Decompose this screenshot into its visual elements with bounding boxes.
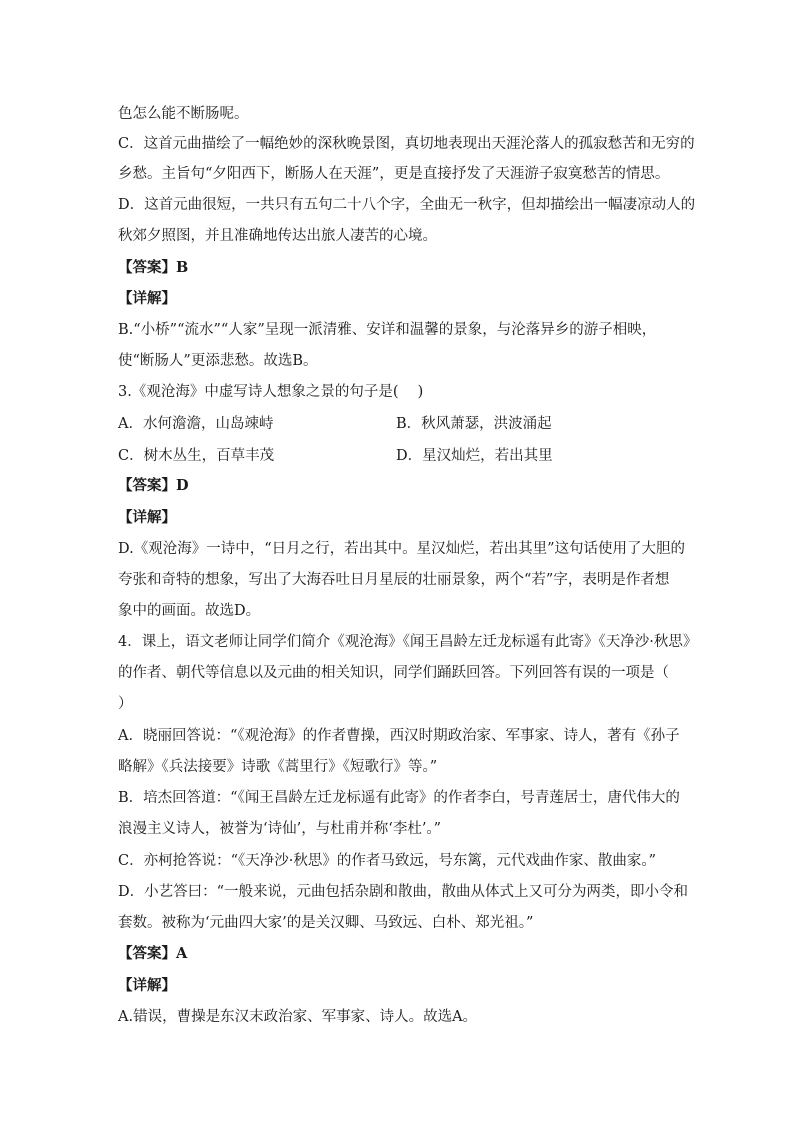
q3-detail-label: 【详解】 xyxy=(118,509,176,526)
q3-option-d: D．星汉灿烂，若出其里 xyxy=(396,448,553,464)
q3-detail-line1: D.《观沧海》一诗中，“日月之行，若出其中。星汉灿烂，若出其里”这句话使用了大胆的 xyxy=(118,541,686,557)
q3-option-c: C．树木丛生，百草丰茂 xyxy=(118,448,275,464)
q2-option-c-line1: C．这首元曲描绘了一幅绝妙的深秋晚景图，真切地表现出天涯沦落人的孤寂愁苦和无穷的 xyxy=(118,136,695,152)
q4-question-line2: 的作者、朝代等信息以及元曲的相关知识，同学们踊跃回答。下列回答有误的一项是（ xyxy=(118,665,669,681)
q2-detail-label: 【详解】 xyxy=(118,290,176,307)
q2-answer: 【答案】B xyxy=(118,259,189,276)
q3-answer: 【答案】D xyxy=(118,477,189,494)
q2-option-c-line2: 乡愁。主旨句“夕阳西下，断肠人在天涯”，更是直接抒发了天涯游子寂寞愁苦的情思。 xyxy=(118,166,670,182)
q3-option-b: B．秋风萧瑟，洪波涌起 xyxy=(396,416,552,432)
q3-detail-line3: 象中的画面。故选D。 xyxy=(118,603,261,619)
q4-answer: 【答案】A xyxy=(118,945,188,962)
q4-option-b-line1: B．培杰回答道：“《闻王昌龄左迁龙标遥有此寄》的作者李白，号青莲居士，唐代伟大的 xyxy=(118,790,680,806)
q2-continued-text: 色怎么能不断肠呢。 xyxy=(118,106,249,122)
q4-option-a-line1: A．晓丽回答说：“《观沧海》的作者曹操，西汉时期政治家、军事家、诗人，著有《孙子 xyxy=(118,728,680,744)
q4-question-line1: 4．课上，语文老师让同学们简介《观沧海》《闻王昌龄左迁龙标遥有此寄》《天净沙·秋思》 xyxy=(118,634,698,650)
q3-detail-line2: 夸张和奇特的想象，写出了大海吞吐日月星辰的壮丽景象，两个“若”字，表明是作者想 xyxy=(118,572,670,588)
q4-option-c-line1: C．亦柯抢答说：“《天净沙·秋思》的作者马致远，号东篱，元代戏曲作家、散曲家。” xyxy=(118,853,657,869)
q2-option-d-line1: D．这首元曲很短，一共只有五句二十八个字，全曲无一秋字，但却描绘出一幅凄凉动人的 xyxy=(118,197,696,213)
q2-option-d-line2: 秋郊夕照图，并且准确地传达出旅人凄苦的心境。 xyxy=(118,228,437,244)
q4-detail-line1: A.错误，曹操是东汉末政治家、军事家、诗人。故选A。 xyxy=(118,1009,478,1025)
q4-option-b-line2: 浪漫主义诗人，被誉为‘诗仙’，与杜甫并称‘李杜’。” xyxy=(118,821,442,837)
q3-question: 3.《观沧海》中虚写诗人想象之景的句子是( ) xyxy=(118,384,424,400)
q4-option-d-line2: 套数。被称为‘元曲四大家’的是关汉卿、马致远、白朴、郑光祖。” xyxy=(118,915,534,931)
q3-option-a: A．水何澹澹，山岛竦峙 xyxy=(118,416,274,432)
q4-option-a-line2: 略解》《兵法接要》诗歌《蒿里行》《短歌行》等。” xyxy=(118,759,438,775)
q2-detail-line2: 使“断肠人”更添悲愁。故选B。 xyxy=(118,353,318,369)
q4-question-line3: ） xyxy=(118,696,133,712)
q4-option-d-line1: D．小艺答曰：“一般来说，元曲包括杂剧和散曲，散曲从体式上又可分为两类，即小令和 xyxy=(118,884,689,900)
q2-detail-line1: B.“小桥”“流水”“人家”呈现一派清雅、安详和温馨的景象，与沦落异乡的游子相映， xyxy=(118,322,657,338)
q4-detail-label: 【详解】 xyxy=(118,977,176,994)
